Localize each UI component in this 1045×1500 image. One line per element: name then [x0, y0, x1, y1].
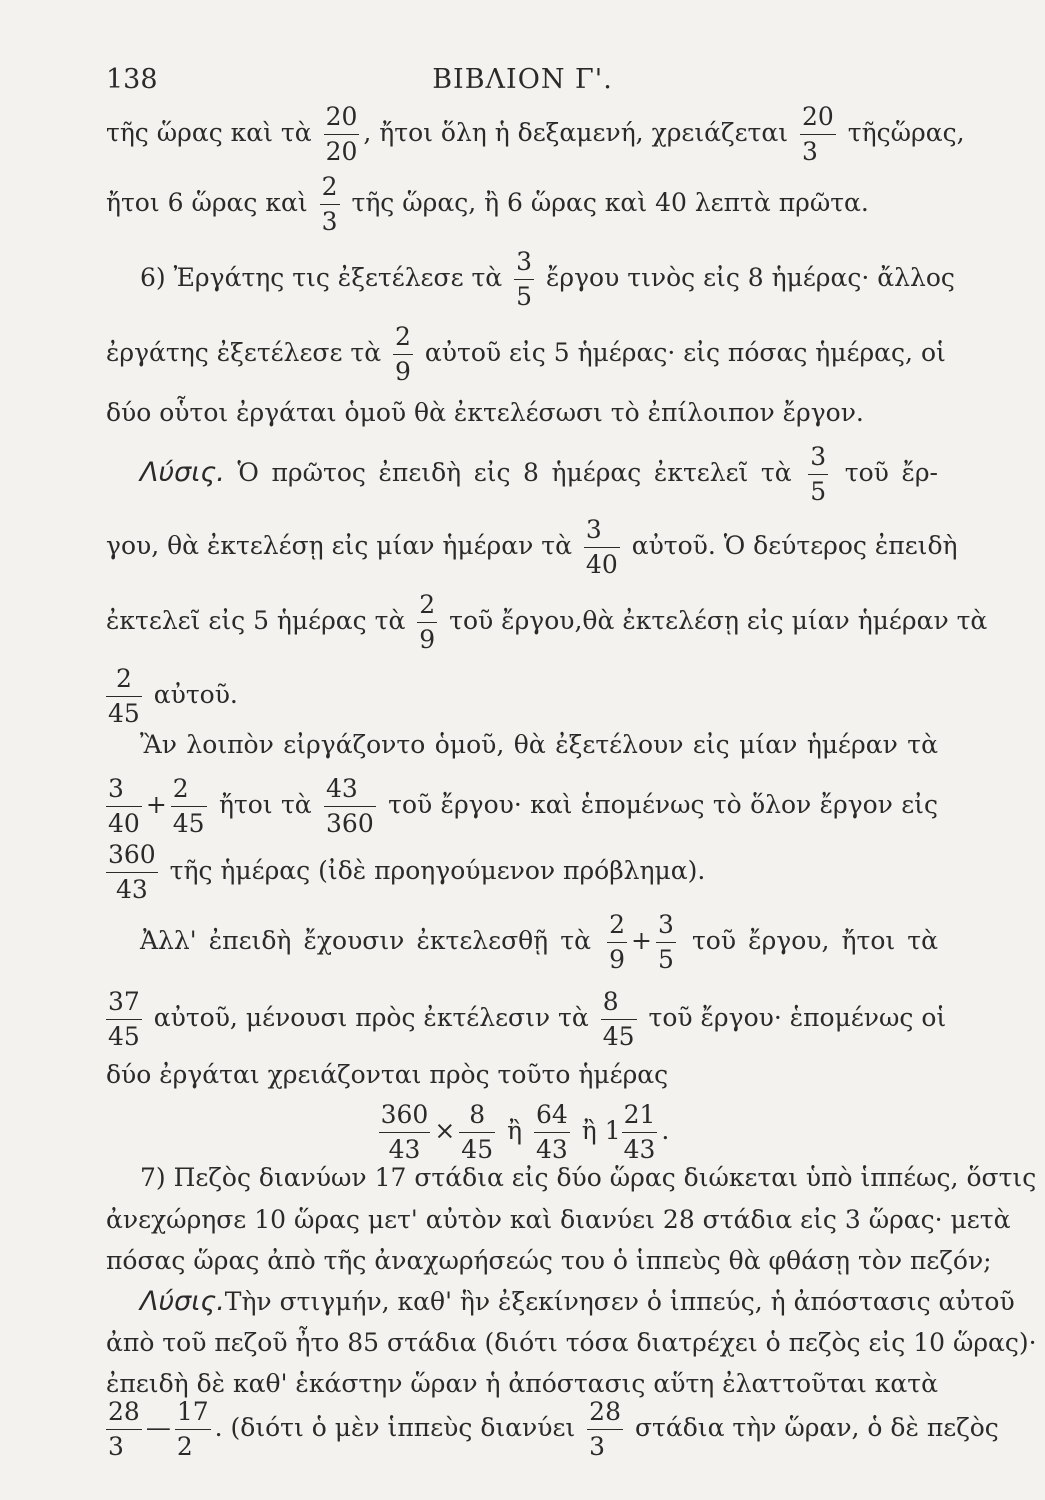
page-title: ΒΙΒΛΙΟΝ Γ'.	[432, 64, 613, 95]
fraction: $\frac{2}{9}$	[609, 910, 625, 974]
text-line: ἀνεχώρησε 10 ὥρας μετ' αὐτὸν καὶ διανύει 28 στάδια εἰς 3 ὥρας· μετὰ	[106, 1205, 1011, 1234]
fraction: $\frac{3}{5}$	[657, 910, 674, 974]
fraction: $\frac{28}{3}$	[589, 1397, 621, 1461]
text-line: Λύσις. Ὁ πρῶτος ἐπειδὴ εἰς 8 ἡμέρας ἐκτελεῖ τὰ $\frac{3}{5}$ τοῦ ἔρ-	[106, 440, 938, 509]
fraction: $\frac{2}{9}$	[395, 322, 411, 386]
lysis-label: Λύσις.	[140, 457, 225, 488]
text-line: $\frac{28}{3}$ — $\frac{17}{2}$ . (διότι ὁ μὲν ἱππεὺς διανύει $\frac{28}{3}$ στάδια τὴν ὥραν, ὁ δὲ πεζὸς	[106, 1395, 938, 1464]
fraction: $\frac{8}{45}$	[461, 1100, 494, 1164]
text-line: $\frac{3}{40}$ + $\frac{2}{45}$ ἤτοι τὰ $\frac{43}{360}$ τοῦ ἔργου· καὶ ἑπομένως τὸ ὅλον ἔργον εἰς	[106, 772, 938, 841]
fraction: $\frac{3}{5}$	[516, 247, 533, 311]
fraction: $\frac{28}{3}$	[108, 1397, 140, 1461]
text-line: $\frac{360}{43}$ τῆς ἡμέρας (ἰδὲ προηγούμενον πρόβλημα).	[106, 838, 938, 907]
text-line: 7) Πεζὸς διανύων 17 στάδια εἰς δύο ὥρας διώκεται ὑπὸ ἱππέως, ὅστις	[140, 1163, 1037, 1192]
fraction: $\frac{43}{360}$	[326, 774, 374, 838]
fraction: $\frac{2}{9}$	[419, 590, 436, 654]
fraction: $\frac{2}{45}$	[108, 664, 140, 728]
fraction: $\frac{20}{20}$	[325, 102, 358, 166]
text-line: $\frac{37}{45}$ αὐτοῦ, μένουσι πρὸς ἐκτέλεσιν τὰ $\frac{8}{45}$ τοῦ ἔργου· ἑπομένως οἱ	[106, 985, 938, 1054]
text-line: τῆς ὥρας καὶ τὰ $\frac{20}{20}$ , ἤτοι ὅλη ἡ δεξαμενή, χρειάζεται $\frac{20}{3}$ τῆςὥρας,	[106, 100, 938, 169]
text-line: δύο ἐργάται χρειάζονται πρὸς τοῦτο ἡμέρας	[106, 1060, 669, 1089]
fraction: $\frac{2}{45}$	[172, 774, 205, 838]
text-line: γου, θὰ ἐκτελέσῃ εἰς μίαν ἡμέραν τὰ $\frac{3}{40}$ αὐτοῦ. Ὁ δεύτερος ἐπειδὴ	[106, 513, 938, 582]
text-line: 6) Ἐργάτης τις ἐξετέλεσε τὰ $\frac{3}{5}$ ἔργου τινὸς εἰς 8 ἡμέρας· ἄλλος	[106, 245, 938, 314]
fraction: $\frac{20}{3}$	[802, 102, 834, 166]
fraction: $\frac{360}{43}$	[108, 840, 156, 904]
text-line: δύο οὗτοι ἐργάται ὁμοῦ θὰ ἐκτελέσωσι τὸ ἐπίλοιπον ἔργον.	[106, 398, 864, 427]
fraction: $\frac{21}{43}$	[623, 1100, 656, 1164]
fraction: $\frac{360}{43}$	[380, 1100, 429, 1164]
fraction: $\frac{3}{40}$	[585, 515, 618, 579]
fraction: $\frac{37}{45}$	[108, 987, 140, 1051]
text-line: Ἂν λοιπὸν εἰργάζοντο ὁμοῦ, θὰ ἐξετέλουν εἰς μίαν ἡμέραν τὰ	[140, 730, 938, 759]
fraction: $\frac{3}{5}$	[810, 442, 827, 506]
equation-line: $\frac{360}{43}$ × $\frac{8}{45}$ ἢ $\frac{64}{43}$ ἢ 1 $\frac{21}{43}$ .	[106, 1098, 938, 1167]
page-number: 138	[106, 64, 158, 95]
text-line: $\frac{2}{45}$ αὐτοῦ.	[106, 662, 938, 731]
text-line: ἐπειδὴ δὲ καθ' ἑκάστην ὥραν ἡ ἀπόστασις αὕτη ἐλαττοῦται κατὰ	[106, 1369, 938, 1398]
text-line: πόσας ὥρας ἀπὸ τῆς ἀναχωρήσεώς του ὁ ἱππεὺς θὰ φθάσῃ τὸν πεζόν;	[106, 1246, 992, 1275]
fraction: $\frac{17}{2}$	[176, 1397, 209, 1461]
text-line: Λύσις.Τὴν στιγμήν, καθ' ἣν ἐξεκίνησεν ὁ ἱππεύς, ἡ ἀπόστασις αὐτοῦ	[140, 1286, 1015, 1317]
text-line: ἤτοι 6 ὥρας καὶ $\frac{2}{3}$ τῆς ὥρας, ἢ 6 ὥρας καὶ 40 λεπτὰ πρῶτα.	[106, 170, 938, 239]
text-line: Ἀλλ' ἐπειδὴ ἔχουσιν ἐκτελεσθῇ τὰ $\frac{2}{9}$ + $\frac{3}{5}$ τοῦ ἔργου, ἤτοι τὰ	[106, 908, 938, 977]
text-line: ἐκτελεῖ εἰς 5 ἡμέρας τὰ $\frac{2}{9}$ τοῦ ἔργου,θὰ ἐκτελέσῃ εἰς μίαν ἡμέραν τὰ	[106, 588, 938, 657]
fraction: $\frac{64}{43}$	[536, 1100, 568, 1164]
fraction: $\frac{8}{45}$	[602, 987, 635, 1051]
text-line: ἀπὸ τοῦ πεζοῦ ἦτο 85 στάδια (διότι τόσα διατρέχει ὁ πεζὸς εἰς 10 ὥρας)·	[106, 1328, 1037, 1357]
fraction: $\frac{3}{40}$	[108, 774, 140, 838]
fraction: $\frac{2}{3}$	[321, 172, 338, 236]
lysis-label: Λύσις.	[140, 1286, 225, 1317]
text-line: ἐργάτης ἐξετέλεσε τὰ $\frac{2}{9}$ αὐτοῦ εἰς 5 ἡμέρας· εἰς πόσας ἡμέρας, οἱ	[106, 320, 938, 389]
